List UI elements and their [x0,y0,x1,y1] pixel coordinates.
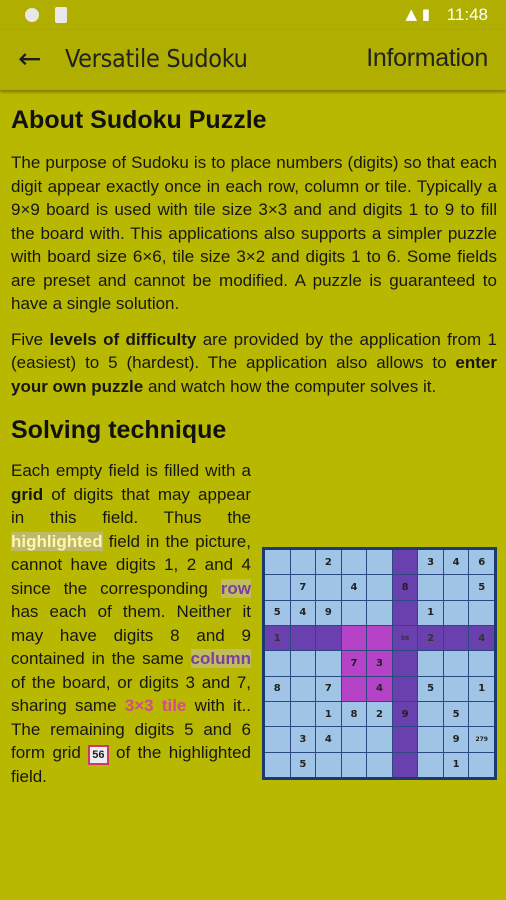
sudoku-cell [342,727,367,751]
sudoku-cell: 8 [342,702,367,726]
sudoku-cell: 2 [418,626,443,650]
sudoku-cell [291,550,316,574]
sudoku-cell [291,677,316,701]
sudoku-grid [265,550,494,777]
sudoku-cell [367,575,392,599]
sudoku-cell: 4 [469,626,494,650]
sudoku-cell [444,601,469,625]
sudoku-cell [393,651,418,675]
sudoku-cell [469,651,494,675]
app-toolbar [0,30,506,90]
sudoku-cell: 5 [469,575,494,599]
sudoku-cell [469,753,494,777]
about-heading: About Sudoku Puzzle [11,106,267,134]
sudoku-cell: 1 [265,626,290,650]
sudoku-cell [393,601,418,625]
sudoku-cell: 4 [316,727,341,751]
sudoku-cell: 7 [316,677,341,701]
toolbar-title: Versatile Sudoku [65,44,248,73]
status-time: 11:48 [446,5,488,24]
about-paragraph-1: The purpose of Sudoku is to place numbers (digits) so that each digit appear exactly once in each row, column or tile. Typically a 9×9 board is used with tile size 3×3 and and digits 1 to 9 to fill the board with. This applications also supports a simpler puzzle with board size 6×6, tile size 3×2 and digits 1 to 6. Some fields are preset and cannot be modified. A puzzle is guaranteed to have a single solution. [11,153,497,313]
sudoku-cell [342,601,367,625]
sudoku-cell [265,702,290,726]
sudoku-cell: 9 [444,727,469,751]
sudoku-cell [393,550,418,574]
sudoku-cell [265,651,290,675]
sudoku-cell [393,677,418,701]
sudoku-cell [265,753,290,777]
sudoku-cell: 4 [367,677,392,701]
sudoku-cell [393,727,418,751]
sudoku-cell [367,550,392,574]
sudoku-cell [265,550,290,574]
sudoku-cell: 4 [342,575,367,599]
about-paragraph-2: Five levels of difficulty are provided by the application from 1 (easiest) to 5 (hardest). The application also allows to enter your own puzzle and watch how the computer solves it. [11,329,497,396]
sudoku-cell [265,727,290,751]
sudoku-cell: 5 [418,677,443,701]
sudoku-cell [265,575,290,599]
sudoku-cell: 4 [444,550,469,574]
sudoku-cell: 5 [265,601,290,625]
sudoku-cell: 4 [291,601,316,625]
sudoku-cell [418,727,443,751]
sudoku-cell: 6 [469,550,494,574]
sudoku-cell: 3 [418,550,443,574]
sudoku-cell: 1 [444,753,469,777]
sudoku-cell [367,626,392,650]
sudoku-cell: 5 [291,753,316,777]
sudoku-cell: 56 [393,626,418,650]
sudoku-cell: 9 [393,702,418,726]
sudoku-cell [342,753,367,777]
sudoku-cell: 3 [291,727,316,751]
sudoku-cell [291,651,316,675]
sudoku-cell [418,753,443,777]
sudoku-cell [393,753,418,777]
sudoku-cell [444,626,469,650]
sudoku-cell [342,626,367,650]
sudoku-cell: 8 [393,575,418,599]
sudoku-cell [418,651,443,675]
sudoku-cell: 2 [367,702,392,726]
sudoku-cell [469,702,494,726]
sudoku-cell [342,550,367,574]
sudoku-cell [418,575,443,599]
sudoku-cell [291,702,316,726]
sudoku-cell [367,753,392,777]
sudoku-cell [316,651,341,675]
sudoku-cell: 8 [265,677,290,701]
notification-icon [25,8,39,22]
sudoku-cell: 1 [469,677,494,701]
sudoku-cell [367,727,392,751]
sudoku-cell: 279 [469,727,494,751]
sudoku-cell [469,601,494,625]
sudoku-cell [342,677,367,701]
sudoku-cell [418,702,443,726]
sudoku-cell: 1 [316,702,341,726]
signal-battery-icons: ▲ ▮ [405,5,430,23]
sudoku-cell: 3 [367,651,392,675]
sudoku-cell [444,575,469,599]
sudoku-cell: 1 [418,601,443,625]
sudoku-cell [444,677,469,701]
sudoku-cell [316,753,341,777]
sudoku-cell [367,601,392,625]
sd-card-icon [55,7,67,23]
sudoku-cell: 2 [316,550,341,574]
sudoku-cell [444,651,469,675]
solving-heading: Solving technique [11,416,227,444]
sudoku-cell: 5 [444,702,469,726]
sudoku-cell [316,575,341,599]
sudoku-cell: 7 [291,575,316,599]
sudoku-cell: 9 [316,601,341,625]
sudoku-board-image [262,547,497,780]
sudoku-cell [316,626,341,650]
solving-paragraph: Each empty field is filled with a grid of digits that may appear in this field. Thus the highlighted field in the picture, cannot have digits 1, 2 and 4 since the corresponding row has each of them. Neither it may have digits 8 and 9 contained in the same column of the board, or digits 3 and 7, sharing same 3×3 tile with it.. The remaining digits 5 and 6 form grid 56 of the highlighted field. [11,461,252,786]
information-button[interactable]: Information [366,44,488,72]
sudoku-cell: 7 [342,651,367,675]
status-bar [0,0,506,30]
sudoku-cell [291,626,316,650]
back-arrow-icon[interactable]: ← [18,42,42,75]
